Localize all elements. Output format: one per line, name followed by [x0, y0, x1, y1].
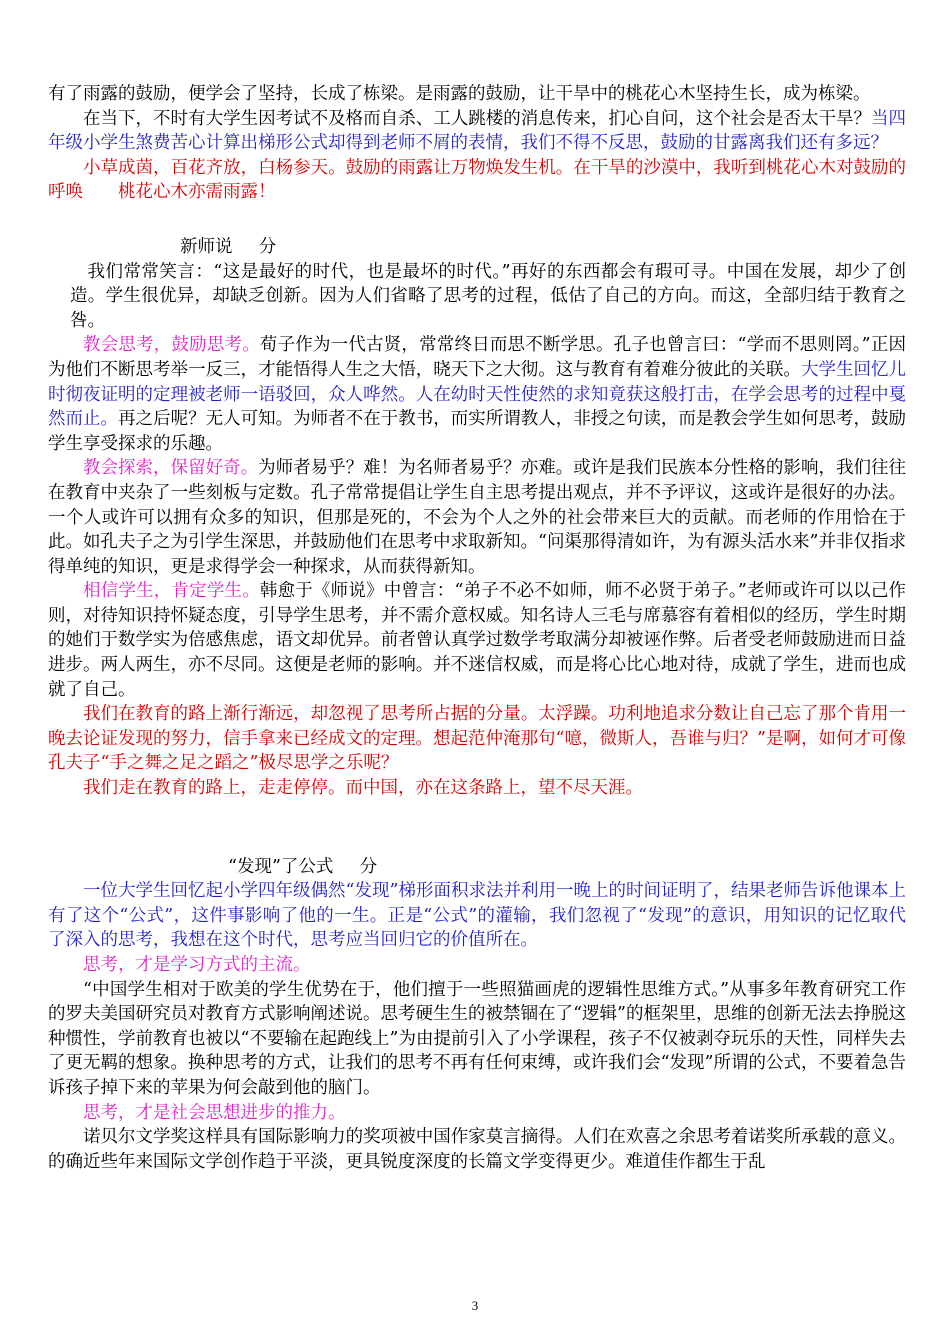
paragraph-text: 在当下，不时有大学生因考试不及格而自杀、工人跳楼的消息传来，扪心自问，这个社会是否太干旱？	[83, 108, 871, 129]
subheading-magenta: 思考，才是社会思想进步的推力。	[83, 1102, 346, 1123]
paragraph	[48, 456, 906, 579]
paragraph	[48, 579, 906, 702]
paragraph-blue: 一位大学生回忆起小学四年级偶然“发现”梯形面积求法并利用一晚上的时间证明了，结果老师告诉他课本上有了这个“公式”，这件事影响了他的一生。正是“公式”的灌输，我们忽视了“发现”的意识，用知识的记忆取代了深入的思考，我想在这个时代，思考应当回归它的价值所在。	[48, 881, 906, 951]
essay-title	[180, 235, 906, 260]
paragraph-text: 韩愈于《师说》中曾言：“弟子不必不如师，师不必贤于弟子。”老师或许可以以己作则，对待知识持怀疑态度，引导学生思考，并不需介意权威。知名诗人三毛与席慕容有着相似的经历，学生时期的她们于数学实为倍感焦虑，语文却优异。前者曾认真学过数学考取满分却被诬作弊。后者受老师鼓励进而日益进步。两人两生，亦不尽同。这便是老师的影响。并不迷信权威，而是将心比心地对待，成就了学生，进而也成就了自己。	[48, 581, 907, 700]
paragraph	[48, 333, 906, 456]
paragraph-text: 荀子作为一代古贤，常常终日而思不断学思。孔子也曾言曰：“学而不思则罔。”正因为他们不断思考举一反三，才能悟得人生之大悟，晓天下之大彻。这与教育有着难分彼此的关联。	[48, 335, 907, 380]
subheading-magenta: 思考，才是学习方式的主流。	[83, 955, 311, 975]
paragraph: “中国学生相对于欧美的学生优势在于，他们擅于一些照猫画虎的逻辑性思维方式。”从事多年教育研究工作的罗夫美国研究员对教育方式影响阐述说。思考硬生生的被禁锢在了“逻辑”的框架里，思维的创新无法去挣脱这种惯性，学前教育也被以“不要输在起跑线上”为由提前引入了小学课程，孩子不仅被剥夺玩乐的天性，同样失去了更无羁的想象。换种思考的方式，让我们的思考不再有任何束缚，或许我们会“发现”所谓的公式，不要着急告诉孩子掉下来的苹果为何会敲到他的脑门。	[48, 979, 906, 1098]
paragraph-text: 为师者易乎？难！为名师者易乎？亦难。或许是我们民族本分性格的影响，我们往往在教育中夹杂了一些刻板与定数。孔子常常提倡让学生自主思考提出观点，并不予评议，这或许是很好的办法。一个人或许可以拥有众多的知识，但那是死的，不会为个人之外的社会带来巨大的贡献。而老师的作用恰在于此。如孔夫子之为引学生深思，并鼓励他们在思考中求取新知。“问渠那得清如许，为有源头活水来”并非仅指求得单纯的知识，更是求得学会一种探求，从而获得新知。	[48, 458, 906, 577]
paragraph-text: 小草成茵，百花齐放，白杨参天。鼓励的雨露让万物焕发生机。在干旱的沙漠中，我听到桃花心木对鼓励的呼唤	[48, 157, 906, 203]
subheading-magenta: 教会探索，保留好奇。	[83, 458, 259, 479]
paragraph: 诺贝尔文学奖这样具有国际影响力的奖项被中国作家莫言摘得。人们在欢喜之余思考着诺奖所承载的意义。的确近些年来国际文学创作趋于平淡，更具锐度深度的长篇文学变得更少。难道佳作都生于乱	[48, 1127, 906, 1172]
paragraph-red: 我们在教育的路上渐行渐远，却忽视了思考所占据的分量。太浮躁。功利地追求分数让自己忘了那个肯用一晚去论证发现的努力，信手拿来已经成文的定理。想起范仲淹那句“噫，微斯人，吾谁与归？”是啊，如何才可像孔夫子“手之舞之足之蹈之”极尽思学之乐呢？	[48, 704, 906, 774]
page-number: 3	[471, 1298, 479, 1313]
essay-title-text: “发现”了公式	[228, 856, 334, 877]
paragraph: 我们常常笑言：“这是最好的时代，也是最坏的时代。”再好的东西都会有瑕可寻。中国在发展，却少了创造。学生很优异，却缺乏创新。因为人们省略了思考的过程，低估了自己的方向。而这，全部归结于教育之咎。	[70, 261, 906, 331]
essay-score-label: 分	[258, 236, 277, 257]
paragraph-red	[48, 156, 906, 205]
paragraph-text: 再之后呢？无人可知。为师者不在于教书，而实所谓教人，非授之句读，而是教会学生如何思考，鼓励学生享受探求的乐趣。	[48, 409, 907, 454]
paragraph-red: 我们走在教育的路上，走走停停。而中国，亦在这条路上，望不尽天涯。	[83, 778, 643, 799]
document-page	[48, 82, 906, 1174]
highlight-blue-text: 大学生回忆儿时彻夜证明的定理被老师一语驳回，众人哗然。人在幼时天性使然的求知竟获这般打击，在学会思考的过程中戛然而止。	[48, 359, 907, 430]
paragraph: 有了雨露的鼓励，便学会了坚持，长成了栋梁。是雨露的鼓励，让干旱中的桃花心木坚持生长，成为栋梁。	[48, 84, 871, 104]
paragraph	[48, 107, 906, 156]
essay-title	[228, 855, 906, 880]
subheading-magenta: 教会思考，鼓励思考。	[83, 335, 260, 356]
essay-score-label: 分	[359, 856, 378, 877]
subheading-magenta: 相信学生，肯定学生。	[83, 581, 260, 602]
paragraph-text: 桃花心木亦需雨露！	[118, 182, 276, 203]
highlight-blue-text: 当四年级小学生煞费苦心计算出梯形公式却得到老师不屑的表情，我们不得不反思，鼓励的甘露离我们还有多远？	[48, 108, 907, 154]
essay-title-text: 新师说	[180, 236, 233, 257]
